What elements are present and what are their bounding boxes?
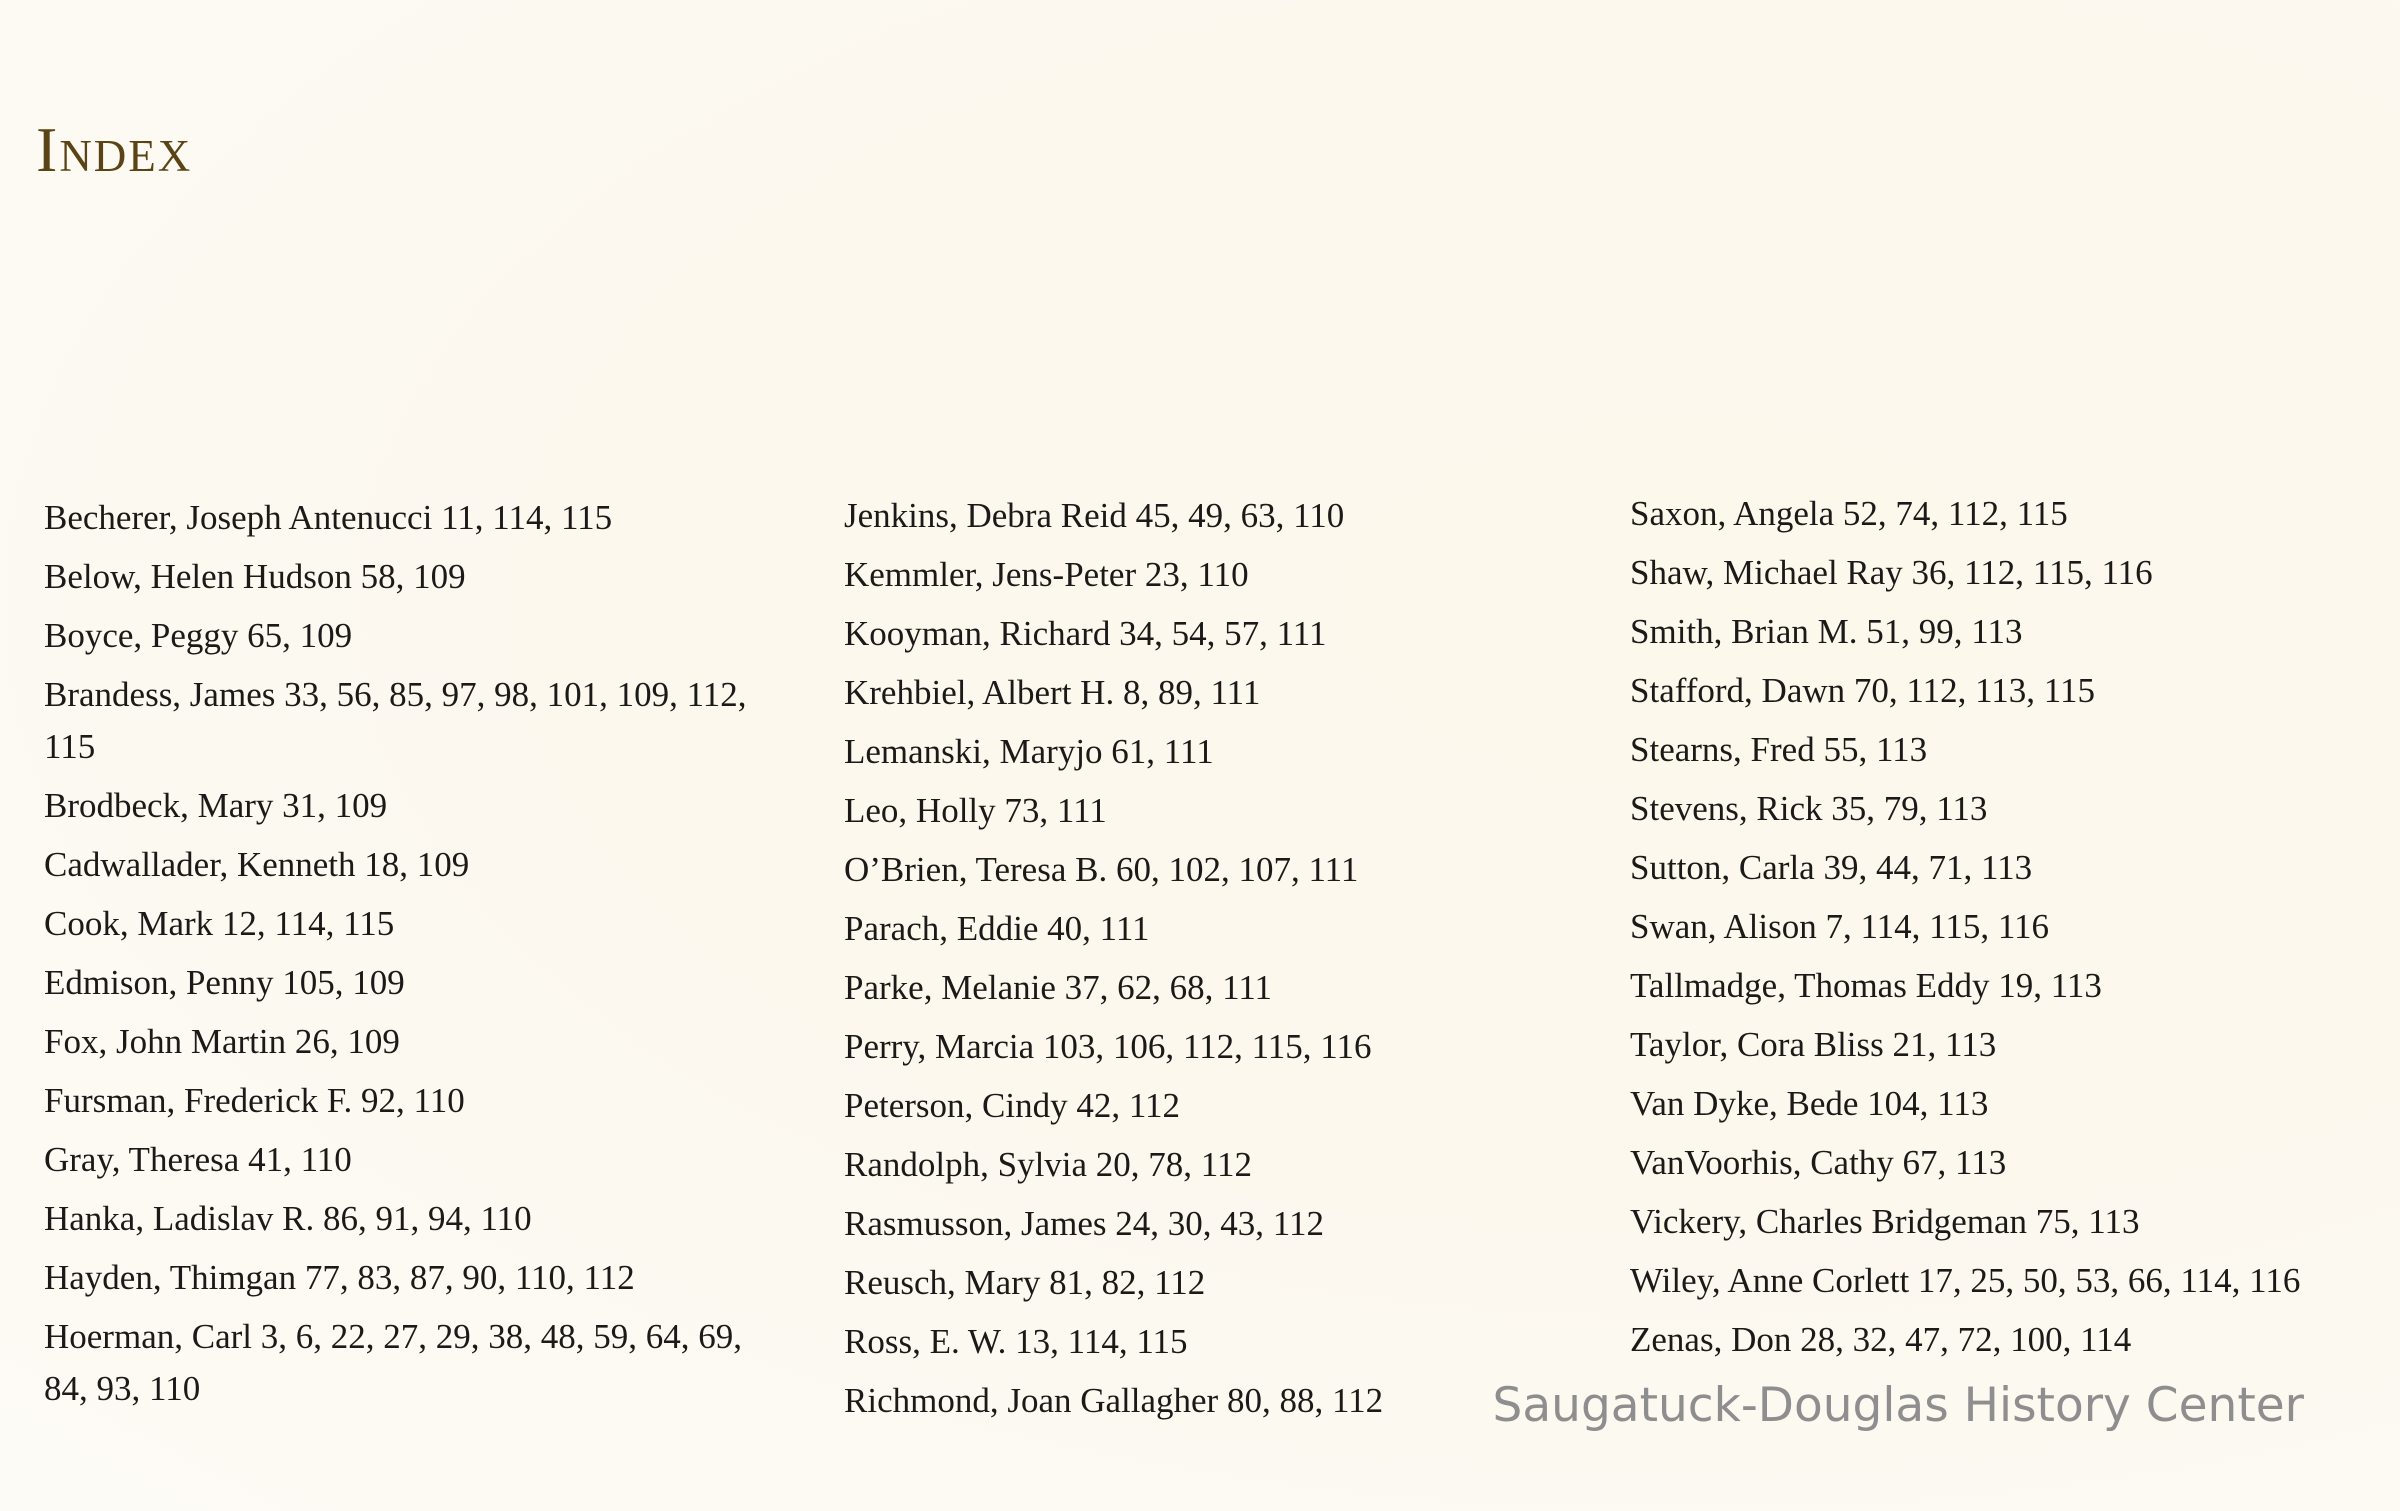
index-column-3 — [1630, 488, 2390, 1373]
index-entry: Smith, Brian M. 51, 99, 113 — [1630, 612, 2023, 651]
index-entry: Zenas, Don 28, 32, 47, 72, 100, 114 — [1630, 1320, 2132, 1359]
index-entry: Perry, Marcia 103, 106, 112, 115, 116 — [844, 1027, 1372, 1066]
index-entry: Peterson, Cindy 42, 112 — [844, 1086, 1181, 1125]
index-entry: VanVoorhis, Cathy 67, 113 — [1630, 1143, 2007, 1182]
index-entry: Saxon, Angela 52, 74, 112, 115 — [1630, 494, 2068, 533]
index-entry: Stearns, Fred 55, 113 — [1630, 730, 1928, 769]
index-entry: Kooyman, Richard 34, 54, 57, 111 — [844, 614, 1327, 653]
index-entry: Reusch, Mary 81, 82, 112 — [844, 1263, 1206, 1302]
index-entry: Hanka, Ladislav R. 86, 91, 94, 110 — [44, 1199, 532, 1238]
index-entry: Jenkins, Debra Reid 45, 49, 63, 110 — [844, 496, 1345, 535]
index-entry: Tallmadge, Thomas Eddy 19, 113 — [1630, 966, 2102, 1005]
index-entry: Hoerman, Carl 3, 6, 22, 27, 29, 38, 48, 59, 64, 69, 84, 93, 110 — [44, 1317, 742, 1408]
index-entry: Edmison, Penny 105, 109 — [44, 963, 405, 1002]
index-entry: Fox, John Martin 26, 109 — [44, 1022, 400, 1061]
index-entry: Stafford, Dawn 70, 112, 113, 115 — [1630, 671, 2095, 710]
index-entry: Rasmusson, James 24, 30, 43, 112 — [844, 1204, 1324, 1243]
index-entry: Becherer, Joseph Antenucci 11, 114, 115 — [44, 498, 613, 537]
index-entry: Lemanski, Maryjo 61, 111 — [844, 732, 1214, 771]
watermark: Saugatuck-Douglas History Center — [1492, 1378, 2304, 1433]
index-column-1 — [44, 492, 764, 1422]
index-entry: O’Brien, Teresa B. 60, 102, 107, 111 — [844, 850, 1359, 889]
index-entry: Randolph, Sylvia 20, 78, 112 — [844, 1145, 1253, 1184]
index-entry: Richmond, Joan Gallagher 80, 88, 112 — [844, 1381, 1384, 1420]
index-entry: Parke, Melanie 37, 62, 68, 111 — [844, 968, 1273, 1007]
index-entry: Stevens, Rick 35, 79, 113 — [1630, 789, 1988, 828]
index-entry: Sutton, Carla 39, 44, 71, 113 — [1630, 848, 2033, 887]
index-entry: Fursman, Frederick F. 92, 110 — [44, 1081, 465, 1120]
index-column-2 — [844, 490, 1524, 1434]
index-entry: Wiley, Anne Corlett 17, 25, 50, 53, 66, 114, 116 — [1630, 1261, 2301, 1300]
index-entry: Gray, Theresa 41, 110 — [44, 1140, 352, 1179]
index-entry: Van Dyke, Bede 104, 113 — [1630, 1084, 1989, 1123]
index-entry: Kemmler, Jens-Peter 23, 110 — [844, 555, 1249, 594]
index-entry: Shaw, Michael Ray 36, 112, 115, 116 — [1630, 553, 2153, 592]
index-entry: Vickery, Charles Bridgeman 75, 113 — [1630, 1202, 2140, 1241]
index-entry: Boyce, Peggy 65, 109 — [44, 616, 353, 655]
index-entry: Cadwallader, Kenneth 18, 109 — [44, 845, 470, 884]
index-entry: Cook, Mark 12, 114, 115 — [44, 904, 395, 943]
index-entry: Ross, E. W. 13, 114, 115 — [844, 1322, 1188, 1361]
index-entry: Krehbiel, Albert H. 8, 89, 111 — [844, 673, 1261, 712]
index-entry: Parach, Eddie 40, 111 — [844, 909, 1150, 948]
index-entry: Hayden, Thimgan 77, 83, 87, 90, 110, 112 — [44, 1258, 635, 1297]
index-entry: Taylor, Cora Bliss 21, 113 — [1630, 1025, 1997, 1064]
index-entry: Leo, Holly 73, 111 — [844, 791, 1107, 830]
index-entry: Brandess, James 33, 56, 85, 97, 98, 101, 109, 112, 115 — [44, 675, 747, 766]
page-title: Index — [36, 114, 193, 185]
index-entry: Brodbeck, Mary 31, 109 — [44, 786, 388, 825]
index-entry: Below, Helen Hudson 58, 109 — [44, 557, 466, 596]
index-entry: Swan, Alison 7, 114, 115, 116 — [1630, 907, 2050, 946]
